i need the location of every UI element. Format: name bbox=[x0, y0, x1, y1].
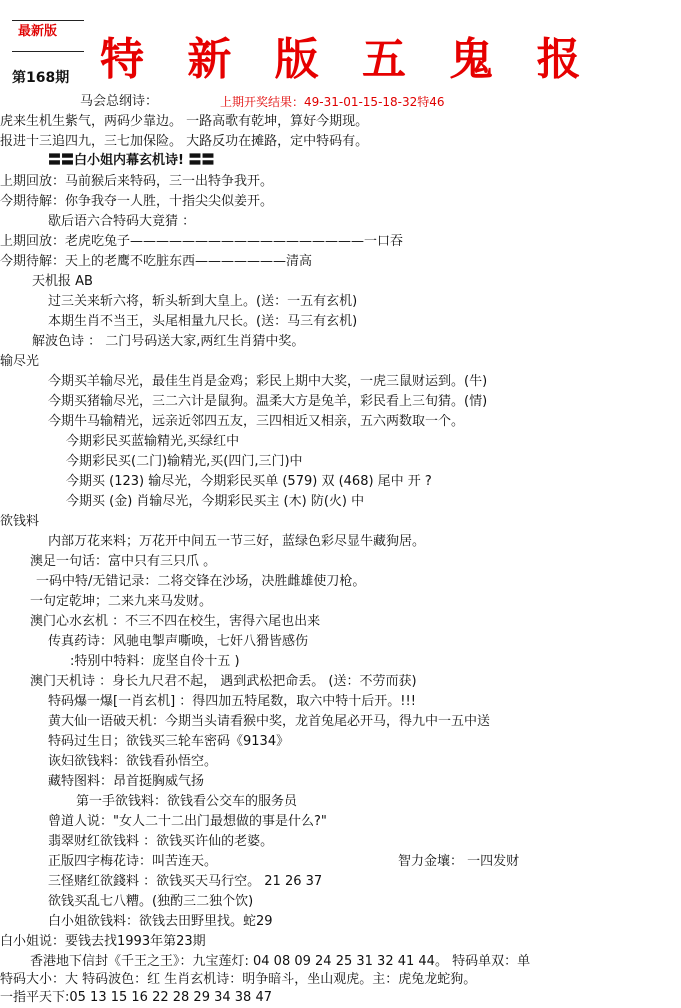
yuqian-line-15: 曾道人说："女人二十二出门最想做的事是什么?" bbox=[48, 814, 327, 829]
yuqian-line-1: 内部万花来料；万花开中间五一节三好，蓝绿色彩尽显牛藏狗居。 bbox=[48, 534, 426, 549]
yuqian-line-12: 诙妇欲钱料：欲钱看孙悟空。 bbox=[48, 754, 218, 769]
yuqian-line-2: 澳足一句话：富中只有三只爪 。 bbox=[30, 554, 217, 569]
tianji-heading: 天机报 AB bbox=[32, 274, 93, 289]
yuqian-line-17: 三怪赌红欲錢料 ：欲钱买天马行空。 21 26 37 bbox=[48, 874, 323, 889]
yuqian-line-6: 传真药诗：风驰电掣声嘶唤，七奸八猾皆感伤 bbox=[48, 634, 309, 649]
last-review-1: 上期回放：马前猴后来特码，三一出特争我开。 bbox=[0, 174, 274, 189]
yuqian-line-4: 一句定乾坤；二来九来马发财。 bbox=[30, 594, 213, 609]
current-riddle-2: 今期待解：天上的老鹰不吃脏东西———————清高 bbox=[0, 254, 313, 269]
top-rule bbox=[12, 20, 84, 21]
yuqian-line-16: 翡翠财红欲钱料 ：欲钱买许仙的老婆。 bbox=[48, 834, 274, 849]
edition-tag: 最新版 bbox=[18, 24, 58, 39]
poem-line-2: 报进十三追四九，三七加保险。 大路反功在摊路，定中特码有。 bbox=[0, 134, 369, 149]
tianji-line-1: 过三关来斩六将，斩头斩到大皇上。(送：一五有玄机) bbox=[48, 294, 358, 309]
poem-line-1: 虎来生机生紫气，两码少靠边。 一路高歌有乾坤，算好今期现。 bbox=[0, 114, 369, 129]
section-heading-lose: 输尽光 bbox=[0, 354, 40, 369]
mid-rule bbox=[12, 51, 84, 52]
one-finger-line: 一指平天下:05 13 15 16 22 28 29 34 38 47 bbox=[0, 990, 272, 1005]
yuqian-line-9: 特码爆一爆[一肖玄机] ：得四加五特尾数，取六中特十后开。!!! bbox=[48, 694, 416, 709]
yuqian-line-11: 特码过生日；欲钱买三轮车密码《9134》 bbox=[48, 734, 290, 749]
yuqian-line-7: :特别中特料：庞坚自伶十五 ) bbox=[70, 654, 240, 669]
page-title: 特 新 版 五 鬼 报 bbox=[100, 34, 595, 85]
wave-color-poem: 解波色诗 ： 二门号码送大家,两红生肖猜中奖。 bbox=[32, 334, 305, 349]
tianji-line-2: 本期生肖不当王，头尾相量九尺长。(送：马三有玄机) bbox=[48, 314, 358, 329]
section-heading-yuqian: 欲钱料 bbox=[0, 514, 40, 529]
yuqian-line-18: 欲钱买乱七八糟。(独酌三二独个饮) bbox=[48, 894, 254, 909]
yuqian-line-3: 一码中特/无错记录：二将交锋在沙场，决胜雌雄使刀枪。 bbox=[36, 574, 366, 589]
yuqian-line-5: 澳门心水玄机 ：不三不四在校生，害得六尾也出来 bbox=[30, 614, 321, 629]
last-review-2: 上期回放：老虎吃兔子——————————————————一口吞 bbox=[0, 234, 404, 249]
current-riddle-1: 今期待解：你争我夺一人胜，十指尖尖似姜开。 bbox=[0, 194, 274, 209]
yuqian-line-19: 白小姐欲钱料：欲钱去田野里找。蛇29 bbox=[48, 914, 273, 929]
special-size-line: 特码大小：大 特码波色：红 生肖玄机诗：明争暗斗，坐山观虎。主：虎兔龙蛇狗。 bbox=[0, 972, 477, 987]
lose-line-5: 今期彩民买(二门)输精光,买(四门,三门)中 bbox=[66, 454, 303, 469]
last-result: 上期开奖结果：49-31-01-15-18-32特46 bbox=[220, 95, 445, 109]
yuqian-line-14: 第一手欲钱料：欲钱看公交车的服务员 bbox=[76, 794, 298, 809]
yuqian-line-10: 黄大仙一语破天机：今期当头请看猴中奖，龙首兔尾必开马，得九中一五中送 bbox=[48, 714, 491, 729]
poem-heading: 马会总纲诗： bbox=[80, 94, 159, 109]
issue-number: 第168期 bbox=[12, 70, 70, 86]
hk-envelope-line: 香港地下信封《千王之王》：九宝莲灯: 04 08 09 24 25 31 32 41 44。 特码单双：单 bbox=[30, 954, 531, 969]
plum-poem: 正版四字梅花诗：叫苦连天。 bbox=[48, 854, 218, 869]
lose-line-7: 今期买 (金) 肖输尽光，今期彩民买主 (木) 防(火) 中 bbox=[66, 494, 365, 509]
bxj-says: 白小姐说：要钱去找1993年第23期 bbox=[0, 934, 206, 949]
lose-line-1: 今期买羊输尽光，最佳生肖是金鸡；彩民上期中大奖，一虎三鼠财运到。(牛) bbox=[48, 374, 488, 389]
intelligence-line: 智力金壤： 一四发财 bbox=[398, 854, 520, 869]
section-heading-bxj: 〓〓白小姐内幕玄机诗! 〓〓 bbox=[48, 153, 215, 168]
yuqian-line-13: 藏特图料：昂首挺胸威气扬 bbox=[48, 774, 205, 789]
lose-line-3: 今期牛马输精光，远亲近邻四五友，三四相近又相亲，五六两数取一个。 bbox=[48, 414, 465, 429]
lose-line-2: 今期买猪输尽光，三二六计是鼠狗。温柔大方是兔羊，彩民看上三旬猜。(情) bbox=[48, 394, 488, 409]
lose-line-4: 今期彩民买蓝输精光,买绿红中 bbox=[66, 434, 240, 449]
xiehouyu-heading: 歇后语六合特码大竟猜 ： bbox=[48, 214, 196, 229]
lose-line-6: 今期买 (123) 输尽光，今期彩民买单 (579) 双 (468) 尾中 开 ? bbox=[66, 474, 432, 489]
yuqian-line-8: 澳门天机诗 ：身长九尺君不起， 遇到武松把命丢。 (送：不劳而获) bbox=[30, 674, 417, 689]
